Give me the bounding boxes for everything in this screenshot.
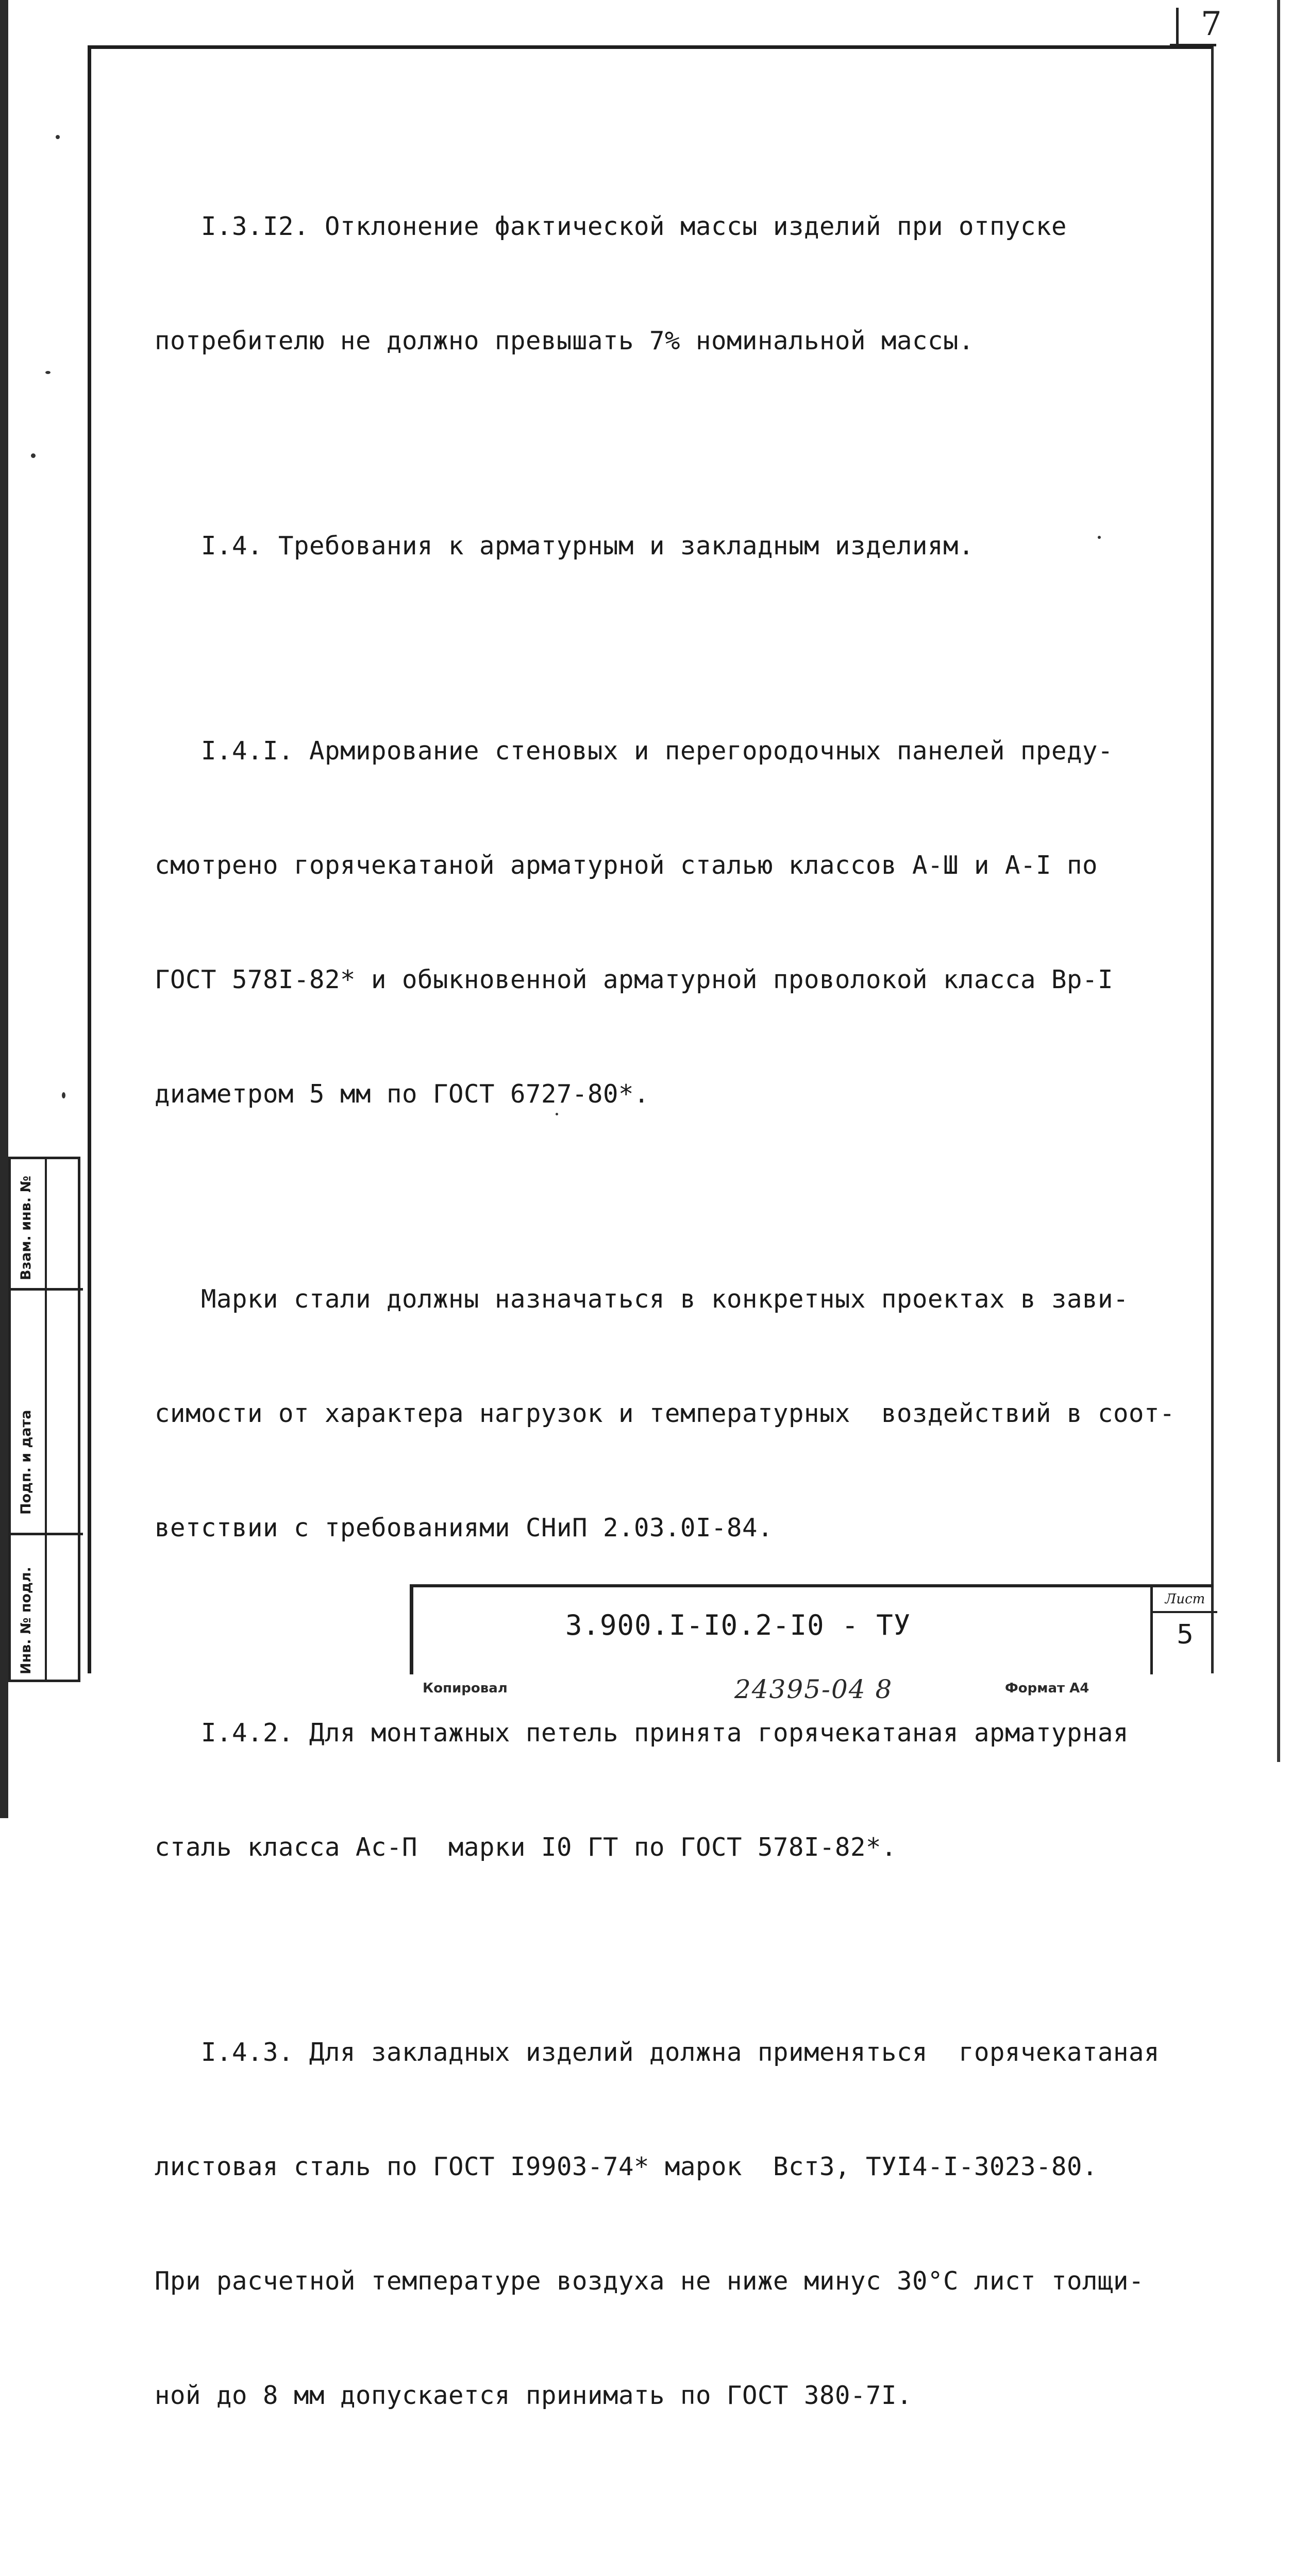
text-line: ветствии с требованиями СНиП 2.03.0I-84. <box>155 1513 774 1543</box>
stamp-inv-podl: Инв. № подл. <box>18 1567 34 1674</box>
sheet-box <box>1150 1587 1217 1674</box>
scan-edge-left <box>0 0 8 1818</box>
text-line: I.4. Требования к арматурным и закладным изделиям. <box>155 531 975 561</box>
paragraph-1-4-1 <box>155 656 1216 1190</box>
text-line: смотрено горячекатаной арматурной сталью классов A-Ш и A-I по <box>155 851 1098 880</box>
scan-speck <box>31 453 36 458</box>
scan-speck <box>62 1092 65 1098</box>
scan-speck <box>1098 536 1101 539</box>
text-line: Марки стали должны назначаться в конкретных проектах в зави- <box>155 1284 1129 1314</box>
scan-edge-right <box>1277 0 1280 1762</box>
text-line: сталь класса Ас-П марки I0 ГТ по ГОСТ 578I-82*. <box>155 1833 897 1862</box>
text-line: I.4.2. Для монтажных петель принята горячекатаная арматурная <box>155 1718 1129 1748</box>
paragraph-steel-grades <box>155 1204 1216 1623</box>
corner-tick <box>1176 8 1179 46</box>
stamp-vzam-inv: Взам. инв. № <box>18 1175 34 1280</box>
document-body <box>155 131 1216 2576</box>
text-line: I.4.I. Армирование стеновых и перегородочных панелей преду- <box>155 736 1114 766</box>
scan-speck <box>45 371 51 374</box>
paragraph-1-4-3 <box>155 1957 1216 2491</box>
scan-speck <box>556 1113 558 1115</box>
text-line: ной до 8 мм допускается принимать по ГОСТ 380-7I. <box>155 2381 913 2410</box>
text-line: I.3.I2. Отклонение фактической массы изделий при отпуске <box>155 212 1067 241</box>
footer-format-label: Формат А4 <box>1005 1681 1089 1696</box>
footer-copied-label: Копировал <box>423 1681 508 1696</box>
text-line: ГОСТ 578I-82* и обыкновенной арматурной проволокой класса Вр-I <box>155 965 1114 994</box>
sheet-label: Лист <box>1153 1587 1217 1613</box>
text-line: потребителю не должно превышать 7% номинальной массы. <box>155 326 975 355</box>
paragraph-1-3-12 <box>155 131 1216 436</box>
text-line: При расчетной температуре воздуха не ниже минус 30°С лист толщи- <box>155 2266 1145 2296</box>
stamp-podp-data: Подп. и дата <box>18 1410 34 1515</box>
section-heading-1-4 <box>155 451 1216 641</box>
sheet-number: 5 <box>1176 1619 1194 1650</box>
text-line: симости от характера нагрузок и температурных воздействий в соот- <box>155 1399 1176 1428</box>
text-line: диаметром 5 мм по ГОСТ 6727-80*. <box>155 1079 650 1109</box>
text-line: I.4.3. Для закладных изделий должна применяться горячекатаная <box>155 2038 1160 2067</box>
title-block <box>410 1584 1214 1674</box>
stamp-divider <box>11 1288 83 1291</box>
corner-page-number: 7 <box>1201 5 1222 43</box>
document-code: 3.900.I-I0.2-I0 - ТУ <box>565 1609 911 1641</box>
stamp-divider <box>11 1533 83 1535</box>
text-line: листовая сталь по ГОСТ I9903-74* марок ВстЗ, ТУI4-I-3023-80. <box>155 2152 1098 2181</box>
left-stamp-column <box>8 1157 80 1682</box>
scan-speck <box>56 135 60 139</box>
footer-handwritten-number: 24395-04 8 <box>734 1674 893 1704</box>
paragraph-1-4-4 <box>155 2505 1216 2576</box>
